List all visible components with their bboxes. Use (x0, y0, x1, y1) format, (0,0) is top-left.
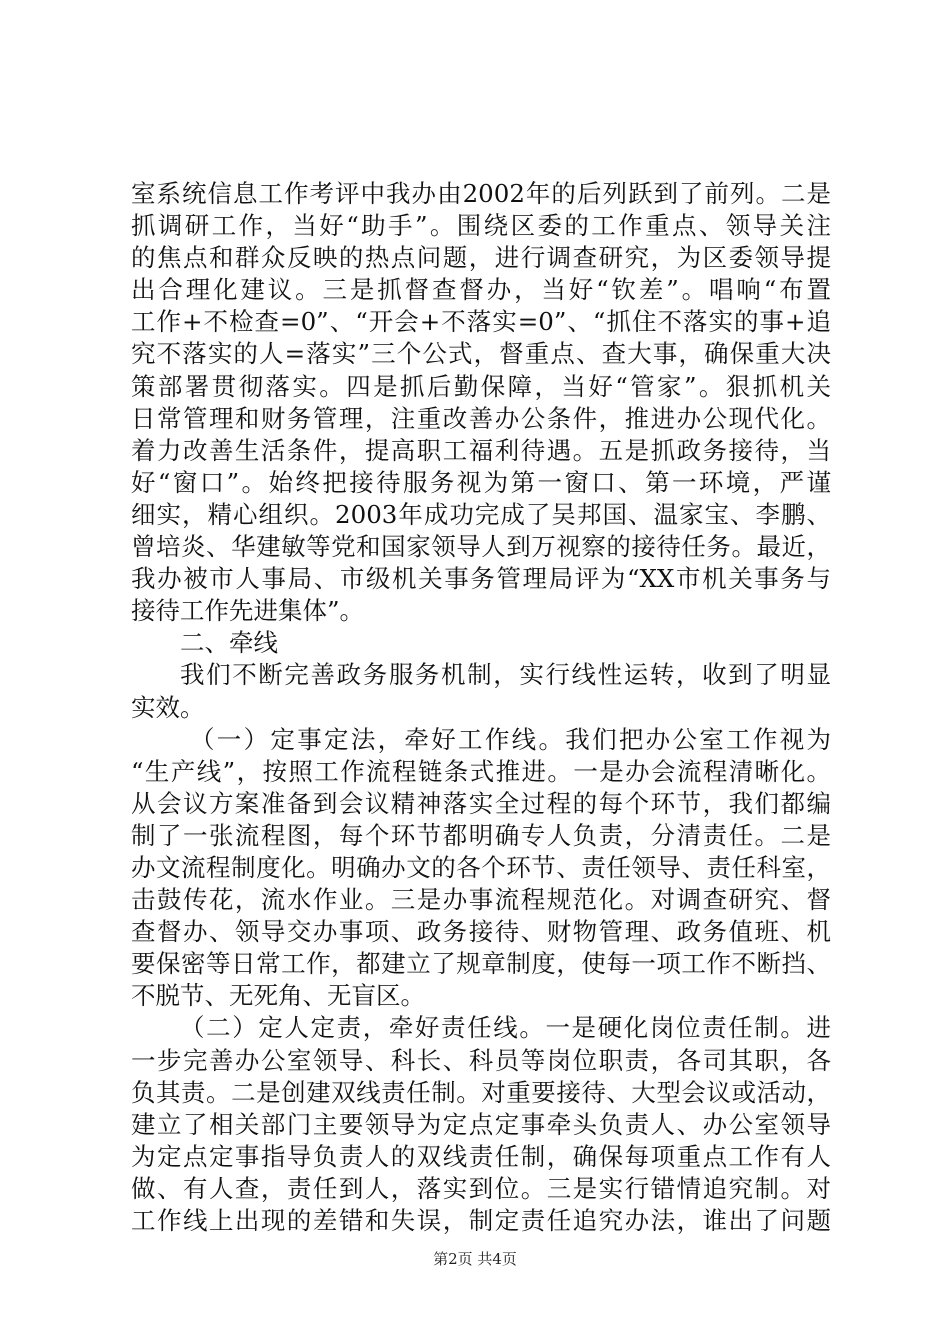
text-line: 办文流程制度化。明确办文的各个环节、责任领导、责任科室， (131, 852, 831, 882)
text-line: 细实，精心组织。2003年成功完成了吴邦国、温家宝、李鹏、 (131, 499, 831, 529)
text-line: 查督办、领导交办事项、政务接待、财物管理、政务值班、机 (131, 917, 831, 947)
text-line: 建立了相关部门主要领导为定点定事牵头负责人、办公室领导 (131, 1109, 831, 1139)
text-line: 不脱节、无死角、无盲区。 (131, 981, 425, 1011)
text-line: 负其责。二是创建双线责任制。对重要接待、大型会议或活动， (131, 1077, 831, 1107)
text-line: 工作+不检查=0”、“开会+不落实=0”、“抓住不落实的事+追 (131, 307, 831, 337)
text-line: 好“窗口”。始终把接待服务视为第一窗口、第一环境，严谨 (131, 467, 831, 497)
text-line: 我办被市人事局、市级机关事务管理局评为“XX市机关事务与 (131, 564, 831, 594)
text-line: 一步完善办公室领导、科长、科员等岗位职责，各司其职，各 (131, 1045, 831, 1075)
text-line: 要保密等日常工作，都建立了规章制度，使每一项工作不断挡、 (131, 949, 831, 979)
text-line: 做、有人查，责任到人，落实到位。三是实行错情追究制。对 (131, 1173, 831, 1203)
text-line: 曾培炎、华建敏等党和国家领导人到万视察的接待任务。最近， (131, 532, 831, 562)
text-line: 我们不断完善政务服务机制，实行线性运转，收到了明显 (180, 660, 831, 690)
text-line: 策部署贯彻落实。四是抓后勤保障，当好“管家”。狠抓机关 (131, 371, 831, 401)
text-line: 着力改善生活条件，提高职工福利待遇。五是抓政务接待，当 (131, 435, 831, 465)
section-heading: 二、牵线 (180, 628, 278, 658)
page-number-footer: 第2页 共4页 (433, 1250, 517, 1268)
text-line: 工作线上出现的差错和失误，制定责任追究办法，谁出了问题 (131, 1206, 831, 1235)
text-line: “生产线”，按照工作流程链条式推进。一是办会流程清晰化。 (131, 756, 831, 786)
text-line: 出合理化建议。三是抓督查督办，当好“钦差”。唱响“布置 (131, 275, 831, 305)
text-line: 为定点定事指导负责人的双线责任制，确保每项重点工作有人 (131, 1141, 831, 1171)
text-line: 室系统信息工作考评中我办由2002年的后列跃到了前列。二是 (131, 179, 831, 208)
document-body (131, 178, 831, 1237)
text-line: 的焦点和群众反映的热点问题，进行调查研究，为区委领导提 (131, 243, 831, 273)
text-line: 究不落实的人=落实”三个公式，督重点、查大事，确保重大决 (131, 339, 831, 369)
text-line: 从会议方案准备到会议精神落实全过程的每个环节，我们都编 (131, 788, 831, 818)
text-line: 制了一张流程图，每个环节都明确专人负责，分清责任。二是 (131, 820, 831, 850)
text-line: 接待工作先进集体”。 (131, 596, 365, 626)
text-line: 抓调研工作，当好“助手”。围绕区委的工作重点、领导关注 (131, 211, 831, 241)
text-line: 实效。 (131, 692, 205, 722)
text-line: 日常管理和财务管理，注重改善办公条件，推进办公现代化。 (131, 403, 831, 433)
text-line: 击鼓传花，流水作业。三是办事流程规范化。对调查研究、督 (131, 885, 831, 915)
subsection-heading: （一）定事定法，牵好工作线。我们把办公室工作视为 (190, 724, 831, 754)
subsection-heading: （二）定人定责，牵好责任线。一是硬化岗位责任制。进 (180, 1013, 831, 1043)
